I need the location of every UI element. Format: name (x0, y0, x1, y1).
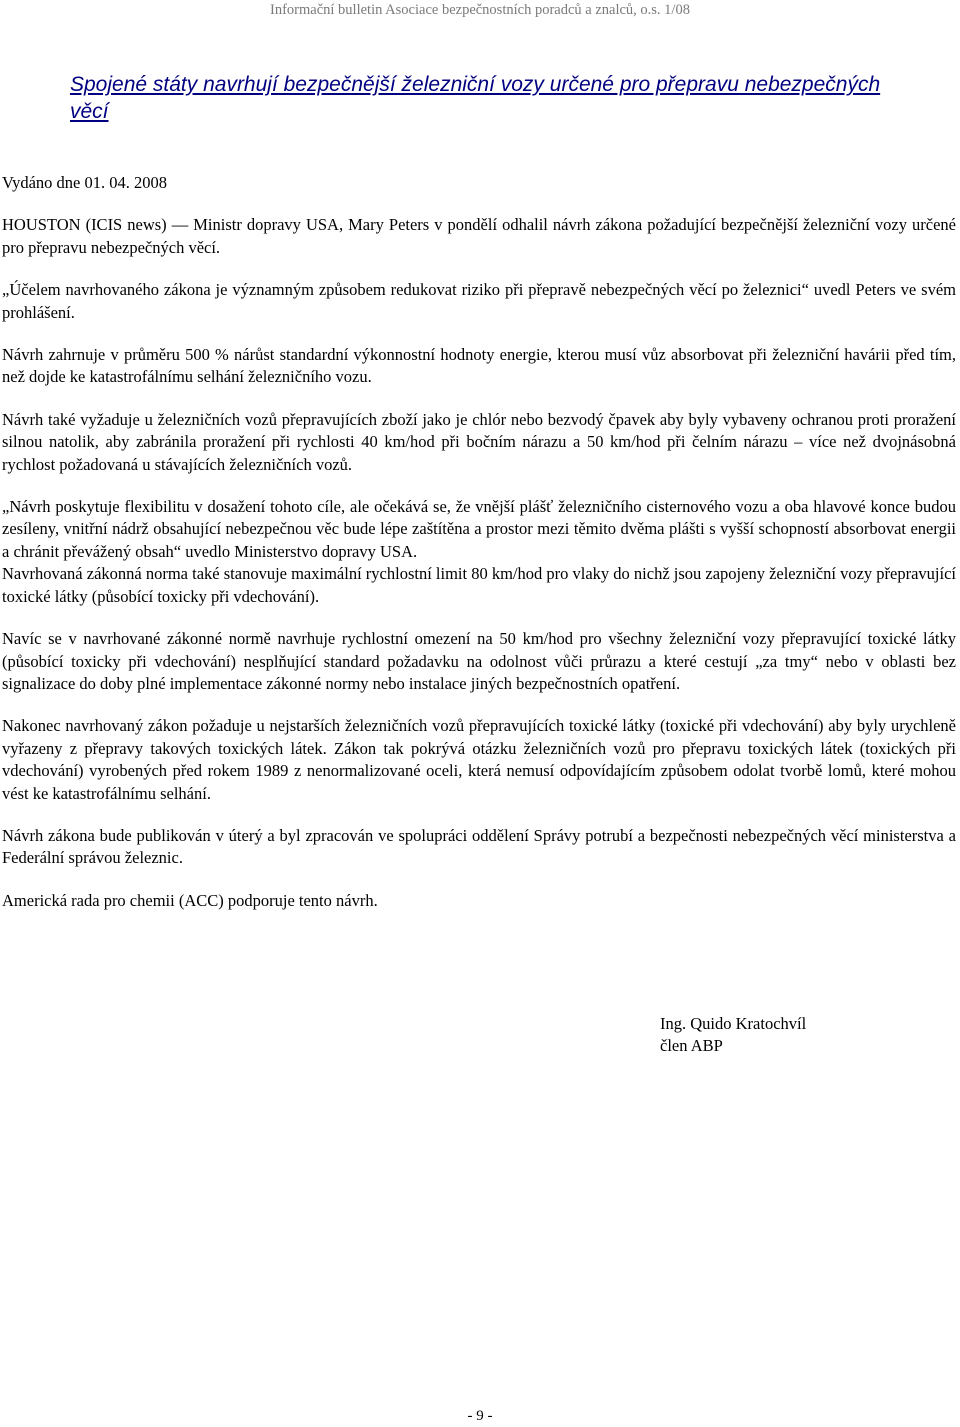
paragraph-old-cars: Nakonec navrhovaný zákon požaduje u nejstarších železničních vozů přepravujících toxické látky (toxické při vdechování) aby byly urychleně vyřazeny z přepravy takových toxických látek. Zákon tak pokrývá otázku železničních vozů pro přepravu toxických látek (toxických při vdechování) vyrobených před rokem 1989 z nenormalizované oceli, která nemusí odpovídajícím způsobem odolat tvorbě lomů, které mohou vést ke katastrofálnímu selhání. (2, 716, 956, 803)
paragraph-flexibility: „Návrh poskytuje flexibilitu v dosažení tohoto cíle, ale očekává se, že vnější plášť železničního cisternového vozu a oba hlavové konce budou zesíleny, vnitřní nádrž obsahující nebezpečnou věc bude lépe zaštítěna a prostor mezi těmito dvěma plášti s vyšší schopností absorbovat energii a chránit převážený obsah“ uvedlo Ministerstvo dopravy USA. (2, 497, 956, 561)
publication-date: Vydáno dne 01. 04. 2008 (2, 173, 167, 192)
paragraph-publication: Návrh zákona bude publikován v úterý a byl zpracován ve spolupráci oddělení Správy potrubí a bezpečnosti nebezpečných věcí ministerstva a Federální správou železnic. (2, 825, 956, 868)
article-title: Spojené státy navrhují bezpečnější železniční vozy určené pro přepravu nebezpečných věcí (70, 73, 881, 123)
paragraph-puncture-protection: Návrh také vyžaduje u železničních vozů přepravujících zboží jako je chlór nebo bezvodý čpavek aby byly vybaveny ochranou proti proražení silnou natolik, aby zabránila proražení při rychlosti 40 km/hod při bočním nárazu a 50 km/hod při čelním nárazu – více než dvojnásobná rychlost požadovaná u stávajících železničních vozů. (2, 409, 956, 474)
page-number: - 9 - (467, 1408, 493, 1424)
signature-block (660, 1013, 806, 1058)
article-body (2, 172, 956, 912)
paragraph-speed-limit: Navrhovaná zákonná norma také stanovuje maximální rychlostní limit 80 km/hod pro vlaky do nichž jsou zapojeny železniční vozy přepravující toxické látky (působící toxicky při vdechování). (2, 564, 956, 606)
paragraph-acc-support: Americká rada pro chemii (ACC) podporuje tento návrh. (2, 890, 378, 910)
paragraph-intro: HOUSTON (ICIS news) — Ministr dopravy USA, Mary Peters v pondělí odhalil návrh zákona požadující bezpečnější železniční vozy určené pro přepravu nebezpečných věcí. (2, 215, 956, 257)
paragraph-energy: Návrh zahrnuje v průměru 500 % nárůst standardní výkonnostní hodnoty energie, kterou musí vůz absorbovat při železniční havárii před tím, než dojde ke katastrofálnímu selhání železničního vozu. (2, 345, 956, 387)
paragraph-quote: „Účelem navrhovaného zákona je významným způsobem redukovat riziko při přepravě nebezpečných věcí po železnici“ uvedl Peters ve svém prohlášení. (2, 280, 956, 322)
bulletin-header: Informační bulletin Asociace bezpečnostních poradců a znalců, o.s. 1/08 (270, 2, 690, 18)
signature-name: Ing. Quido Kratochvíl (660, 1014, 807, 1033)
signature-role: člen ABP (660, 1036, 723, 1056)
paragraph-speed-restriction: Navíc se v navrhované zákonné normě navrhuje rychlostní omezení na 50 km/hod pro všechny železniční vozy přepravující toxické látky (působící toxicky při vdechování) nesplňující standard požadavku na odolnost vůči průrazu a které cestují „za tmy“ nebo v oblasti bez signalizace do doby plné implementace zákonné normy nebo instalace jiných bezpečnostních opatření. (2, 629, 956, 693)
